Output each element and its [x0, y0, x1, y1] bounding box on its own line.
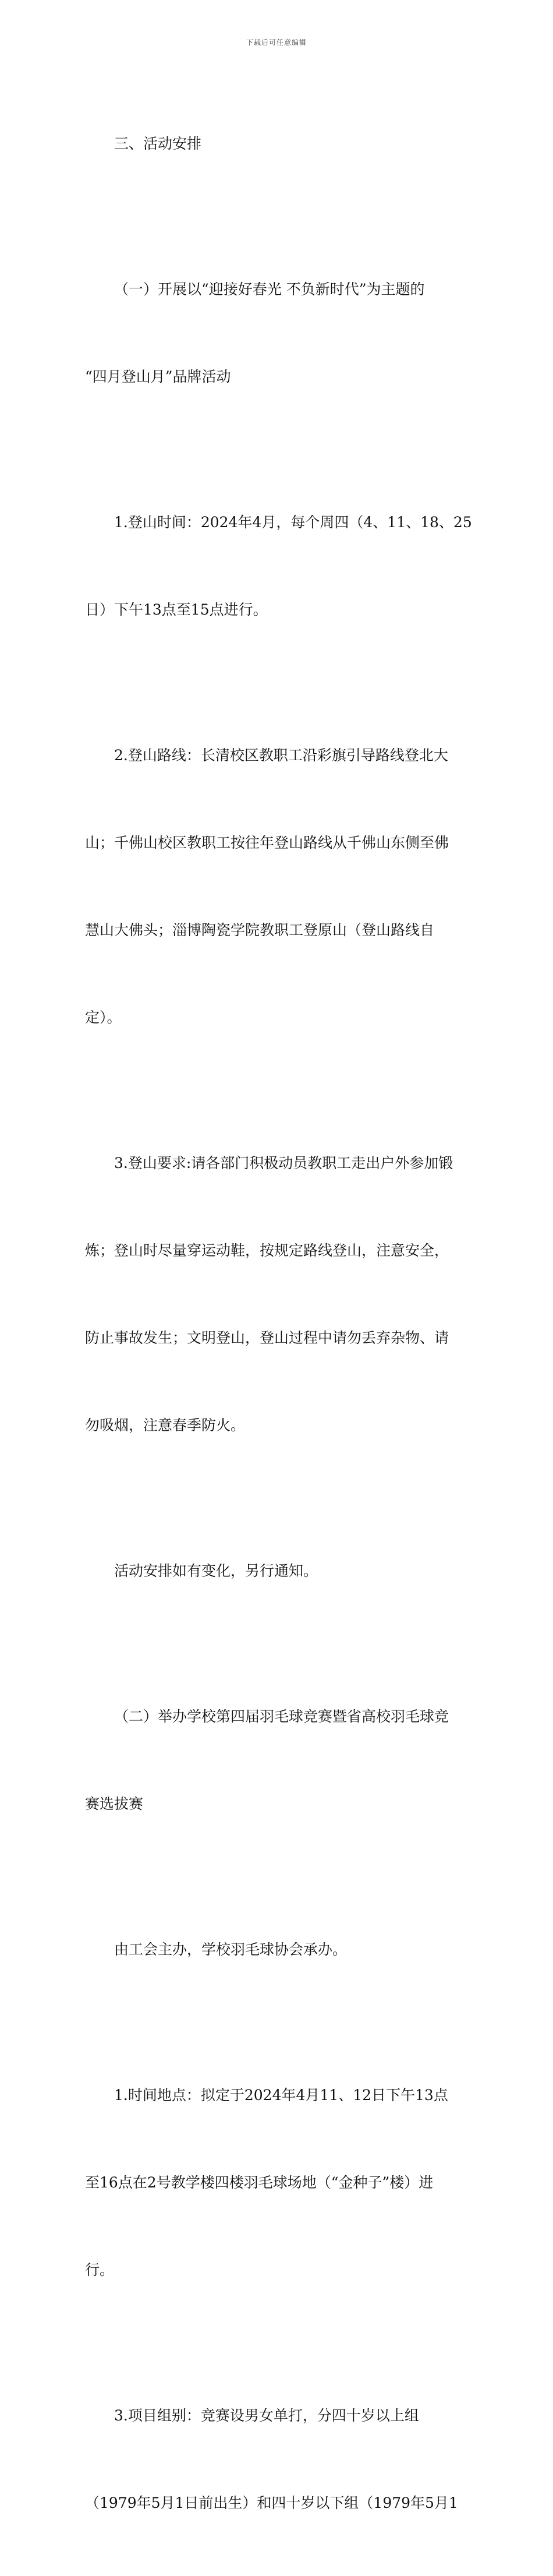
text-line: 至16点在2号教学楼四楼羽毛球场地（“金种子”楼）进	[85, 2174, 434, 2191]
paragraph-climbing-time	[85, 450, 470, 683]
paragraph-event-groups	[85, 2343, 470, 2576]
text-line: （一）开展以“迎接好春光 不负新时代”为主题的	[114, 281, 425, 298]
text-line: 定）。	[85, 1009, 122, 1026]
text-line: 由工会主办，学校羽毛球协会承办。	[114, 1941, 348, 1958]
text-line: 1.登山时间：2024年4月，每个周四（4、11、18、25	[114, 514, 472, 531]
paragraph-activity-two-title	[85, 1644, 470, 1877]
text-line: 日）下午13点至15点进行。	[85, 601, 268, 618]
text-line: 活动安排如有变化，另行通知。	[114, 1562, 318, 1579]
text-line: 1.时间地点：拟定于2024年4月11、12日下午13点	[114, 2087, 448, 2104]
text-line: 防止事故发生；文明登山，登山过程中请勿丢弃杂物、请	[85, 1329, 449, 1346]
text-line: 勿吸烟，注意春季防火。	[85, 1417, 246, 1434]
paragraph-section-three-title	[85, 71, 470, 217]
paragraph-change-notice	[85, 1498, 470, 1644]
text-line: 慧山大佛头；淄博陶瓷学院教职工登原山（登山路线自	[85, 922, 435, 938]
paragraph-climbing-requirements	[85, 1091, 470, 1498]
text-line: 三、活动安排	[114, 135, 202, 152]
text-line: 炼；登山时尽量穿运动鞋，按规定路线登山，注意安全，	[85, 1242, 449, 1259]
text-line: 山；千佛山校区教职工按往年登山路线从千佛山东侧至佛	[85, 834, 449, 851]
text-line: （二）举办学校第四届羽毛球竞赛暨省高校羽毛球竞	[114, 1708, 449, 1725]
text-line: 3.登山要求:请各部门积极动员教职工走出户外参加锻	[114, 1155, 453, 1171]
text-line: 赛选拔赛	[85, 1795, 144, 1812]
text-line: 2.登山路线：长清校区教职工沿彩旗引导路线登北大	[114, 747, 448, 764]
paragraph-activity-one-title	[85, 217, 470, 450]
page-header: 下载后可任意编辑	[246, 38, 307, 47]
text-line: （1979年5月1日前出生）和四十岁以下组（1979年5月1	[85, 2494, 458, 2511]
paragraph-climbing-route	[85, 683, 470, 1091]
text-line: “四月登山月”品牌活动	[85, 368, 231, 385]
document-body	[85, 71, 470, 2576]
text-line: 3.项目组别：竞赛设男女单打，分四十岁以上组	[114, 2407, 419, 2424]
text-line: 行。	[85, 2261, 115, 2278]
paragraph-time-location	[85, 2023, 470, 2343]
paragraph-organizer	[85, 1877, 470, 2023]
